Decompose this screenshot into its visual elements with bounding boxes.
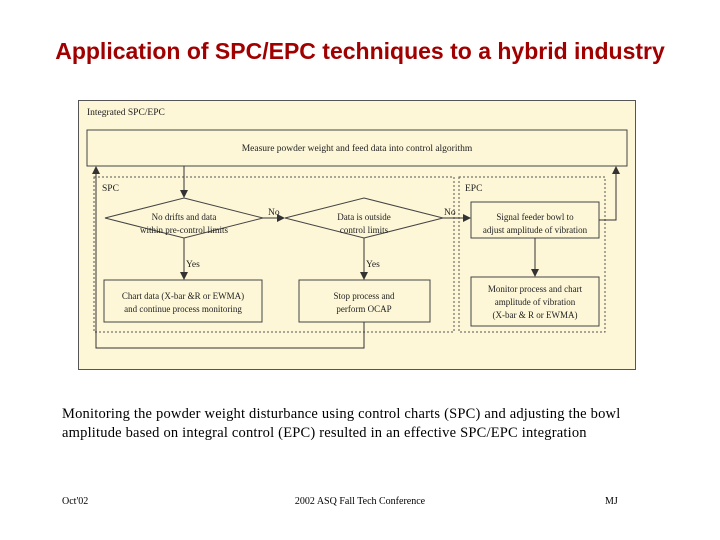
label-no-1: No [268, 208, 280, 218]
decision-no-drift-line2: within pre-control limits [140, 225, 228, 235]
label-yes-2: Yes [366, 260, 380, 270]
outer-label: Integrated SPC/EPC [87, 108, 165, 118]
decision-outside-line1: Data is outside [337, 212, 391, 222]
footer-author: MJ [605, 496, 618, 507]
decision-outside-line2: control limits [339, 225, 389, 235]
decision-no-drift-line1: No drifts and data [151, 212, 217, 222]
slide-title: Application of SPC/EPC techniques to a hybrid industry [55, 38, 665, 64]
chart-data-box [104, 280, 262, 322]
label-yes-1: Yes [186, 260, 200, 270]
footer-date: Oct'02 [62, 496, 89, 507]
spc-label: SPC [102, 184, 119, 194]
slide-caption: Monitoring the powder weight disturbance using control charts (SPC) and adjusting the bowl amplitude based on integral control (EPC) resulted in an effective SPC/EPC integration [62, 406, 621, 441]
stop-box-line2: perform OCAP [336, 304, 392, 314]
label-no-2: No [444, 208, 456, 218]
chart-box-line2: and continue process monitoring [124, 304, 242, 314]
spc-epc-flowchart [78, 100, 636, 370]
stop-process-box [299, 280, 430, 322]
epc-label: EPC [465, 184, 483, 194]
monitor-box-line1: Monitor process and chart [487, 284, 583, 294]
monitor-box-line3: (X-bar & R or EWMA) [492, 310, 578, 320]
monitor-box-line2: amplitude of vibration [494, 297, 576, 307]
measure-box-text: Measure powder weight and feed data into control algorithm [241, 144, 473, 154]
signal-box-line2: adjust amplitude of vibration [482, 225, 588, 235]
signal-box-line1: Signal feeder bowl to [496, 212, 574, 222]
chart-box-line1: Chart data (X-bar &R or EWMA) [121, 291, 245, 301]
footer-conference: 2002 ASQ Fall Tech Conference [294, 496, 426, 507]
stop-box-line1: Stop process and [333, 291, 395, 301]
